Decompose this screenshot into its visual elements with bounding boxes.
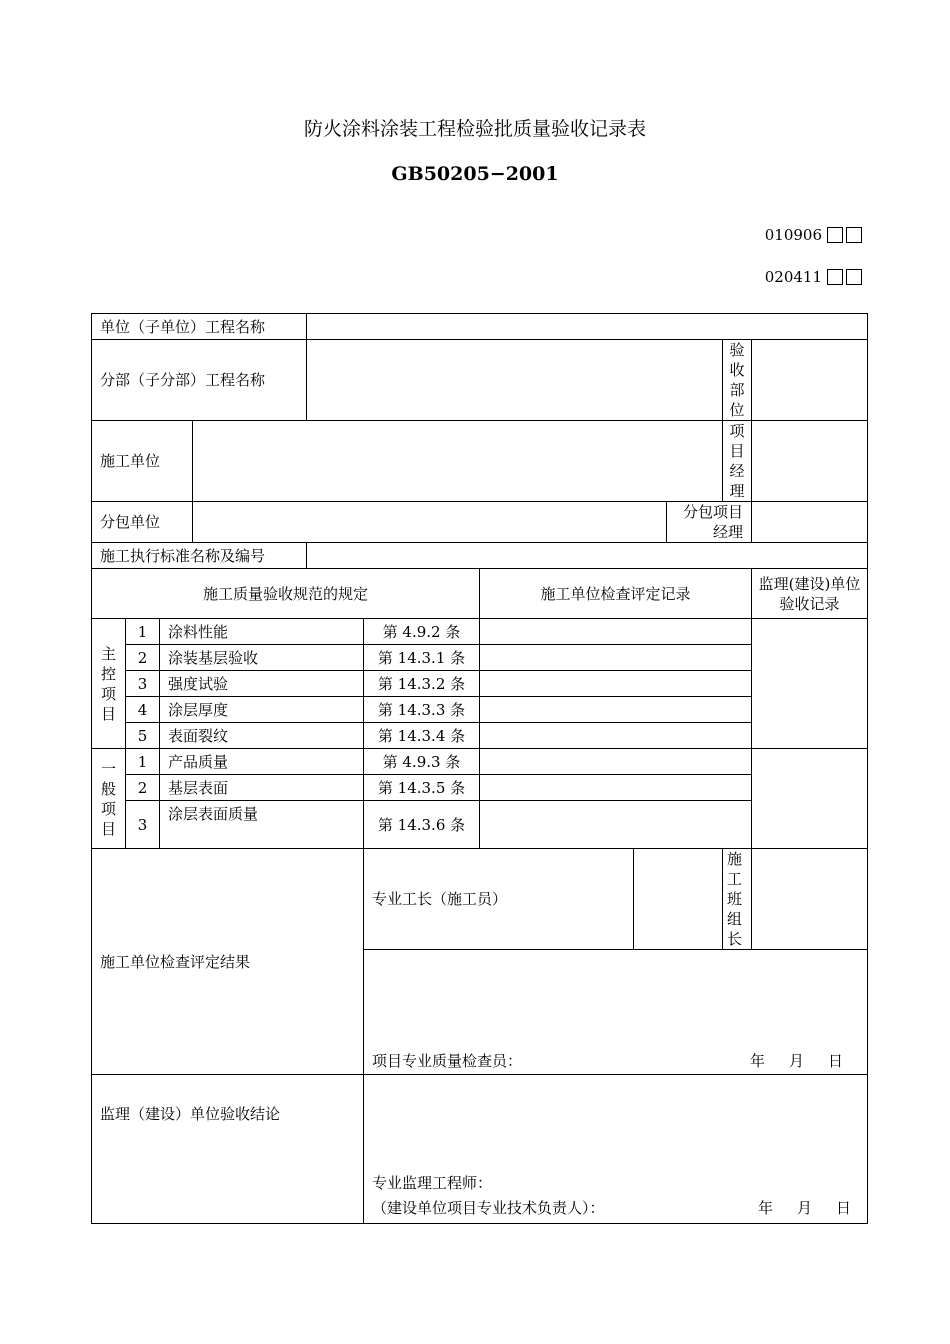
conclusion-date: 年 月 日	[758, 1199, 852, 1217]
item-clause: 第 14.3.6 条	[364, 801, 480, 849]
standard-code: GB50205−2001	[391, 163, 559, 185]
row-subcontractor	[92, 502, 868, 543]
sub-project-manager-value[interactable]	[752, 502, 868, 543]
item-name: 产品质量	[160, 749, 364, 775]
table-row	[92, 801, 868, 849]
item-number: 1	[126, 749, 160, 775]
table-row	[92, 619, 868, 645]
result-label: 施工单位检查评定结果	[92, 849, 364, 1075]
spec-column-header: 施工质量验收规范的规定	[92, 569, 480, 619]
sub-project-label: 分部（子分部）工程名称	[92, 340, 307, 421]
code-checkbox[interactable]	[846, 269, 862, 285]
check-record-cell[interactable]	[480, 775, 752, 801]
item-clause: 第 14.3.1 条	[364, 645, 480, 671]
item-name: 涂层厚度	[160, 697, 364, 723]
code-checkbox[interactable]	[846, 227, 862, 243]
supervisor-record-cell[interactable]	[752, 619, 868, 749]
row-unit-project	[92, 314, 868, 340]
constructor-label: 施工单位	[92, 421, 193, 502]
sub-project-value[interactable]	[307, 340, 723, 421]
row-constructor	[92, 421, 868, 502]
row-standard-name	[92, 543, 868, 569]
check-record-cell[interactable]	[480, 645, 752, 671]
item-name: 涂装基层验收	[160, 645, 364, 671]
item-clause: 第 14.3.5 条	[364, 775, 480, 801]
conclusion-sign-area[interactable]	[364, 1075, 868, 1224]
form-code-1	[765, 226, 862, 244]
code-checkbox[interactable]	[827, 227, 843, 243]
check-record-cell[interactable]	[480, 723, 752, 749]
check-record-cell[interactable]	[480, 619, 752, 645]
item-name: 涂料性能	[160, 619, 364, 645]
table-row	[92, 671, 868, 697]
check-record-cell[interactable]	[480, 801, 752, 849]
team-leader-value[interactable]	[752, 849, 868, 950]
check-record-cell[interactable]	[480, 671, 752, 697]
accept-part-value[interactable]	[752, 340, 868, 421]
form-code-2	[765, 268, 862, 286]
row-column-headers	[92, 569, 868, 619]
table-row	[92, 749, 868, 775]
owner-rep-label: （建设单位项目专业技术负责人）：	[372, 1199, 605, 1217]
accept-part-label: 验收部位	[723, 340, 752, 421]
item-number: 2	[126, 775, 160, 801]
code-checkbox[interactable]	[827, 269, 843, 285]
item-number: 3	[126, 801, 160, 849]
item-clause: 第 4.9.2 条	[364, 619, 480, 645]
row-result-header	[92, 849, 868, 950]
table-row	[92, 697, 868, 723]
item-clause: 第 14.3.3 条	[364, 697, 480, 723]
item-clause: 第 4.9.3 条	[364, 749, 480, 775]
check-record-cell[interactable]	[480, 749, 752, 775]
unit-project-label: 单位（子单位）工程名称	[92, 314, 307, 340]
item-name: 基层表面	[160, 775, 364, 801]
table-row	[92, 723, 868, 749]
item-name: 强度试验	[160, 671, 364, 697]
item-clause: 第 14.3.4 条	[364, 723, 480, 749]
result-date: 年 月 日	[750, 1052, 844, 1070]
general-items-group-label: 一 般 项 目	[92, 749, 126, 849]
standard-name-value[interactable]	[307, 543, 868, 569]
constructor-value[interactable]	[193, 421, 723, 502]
item-name: 表面裂纹	[160, 723, 364, 749]
table-row	[92, 775, 868, 801]
check-record-cell[interactable]	[480, 697, 752, 723]
form-title: 防火涂料涂装工程检验批质量验收记录表	[303, 118, 646, 140]
item-number: 3	[126, 671, 160, 697]
inspection-form-table	[91, 313, 868, 1224]
subcontractor-value[interactable]	[193, 502, 667, 543]
team-leader-label: 施工班组长	[723, 849, 752, 950]
unit-project-value[interactable]	[307, 314, 868, 340]
project-manager-value[interactable]	[752, 421, 868, 502]
main-items-group-label: 主 控 项 目	[92, 619, 126, 749]
foreman-value[interactable]	[634, 849, 723, 950]
row-conclusion	[92, 1075, 868, 1224]
sub-project-manager-label: 分包项目经理	[667, 502, 752, 543]
item-number: 4	[126, 697, 160, 723]
item-number: 1	[126, 619, 160, 645]
form-code-number: 020411	[764, 268, 822, 286]
form-code-number: 010906	[764, 226, 822, 244]
item-clause: 第 14.3.2 条	[364, 671, 480, 697]
standard-name-label: 施工执行标准名称及编号	[92, 543, 307, 569]
foreman-label: 专业工长（施工员）	[364, 849, 634, 950]
subcontractor-label: 分包单位	[92, 502, 193, 543]
table-row	[92, 645, 868, 671]
item-name: 涂层表面质量	[160, 801, 364, 849]
supervisor-record-column-header: 监理(建设)单位验收记录	[752, 569, 868, 619]
inspector-label: 项目专业质量检查员：	[372, 1052, 523, 1070]
conclusion-label: 监理（建设）单位验收结论	[92, 1075, 364, 1224]
engineer-label: 专业监理工程师：	[372, 1174, 493, 1192]
result-sign-area[interactable]	[364, 950, 868, 1075]
item-number: 5	[126, 723, 160, 749]
item-number: 2	[126, 645, 160, 671]
supervisor-record-cell[interactable]	[752, 749, 868, 849]
check-record-column-header: 施工单位检查评定记录	[480, 569, 752, 619]
row-sub-project	[92, 340, 868, 421]
project-manager-label: 项目经理	[723, 421, 752, 502]
